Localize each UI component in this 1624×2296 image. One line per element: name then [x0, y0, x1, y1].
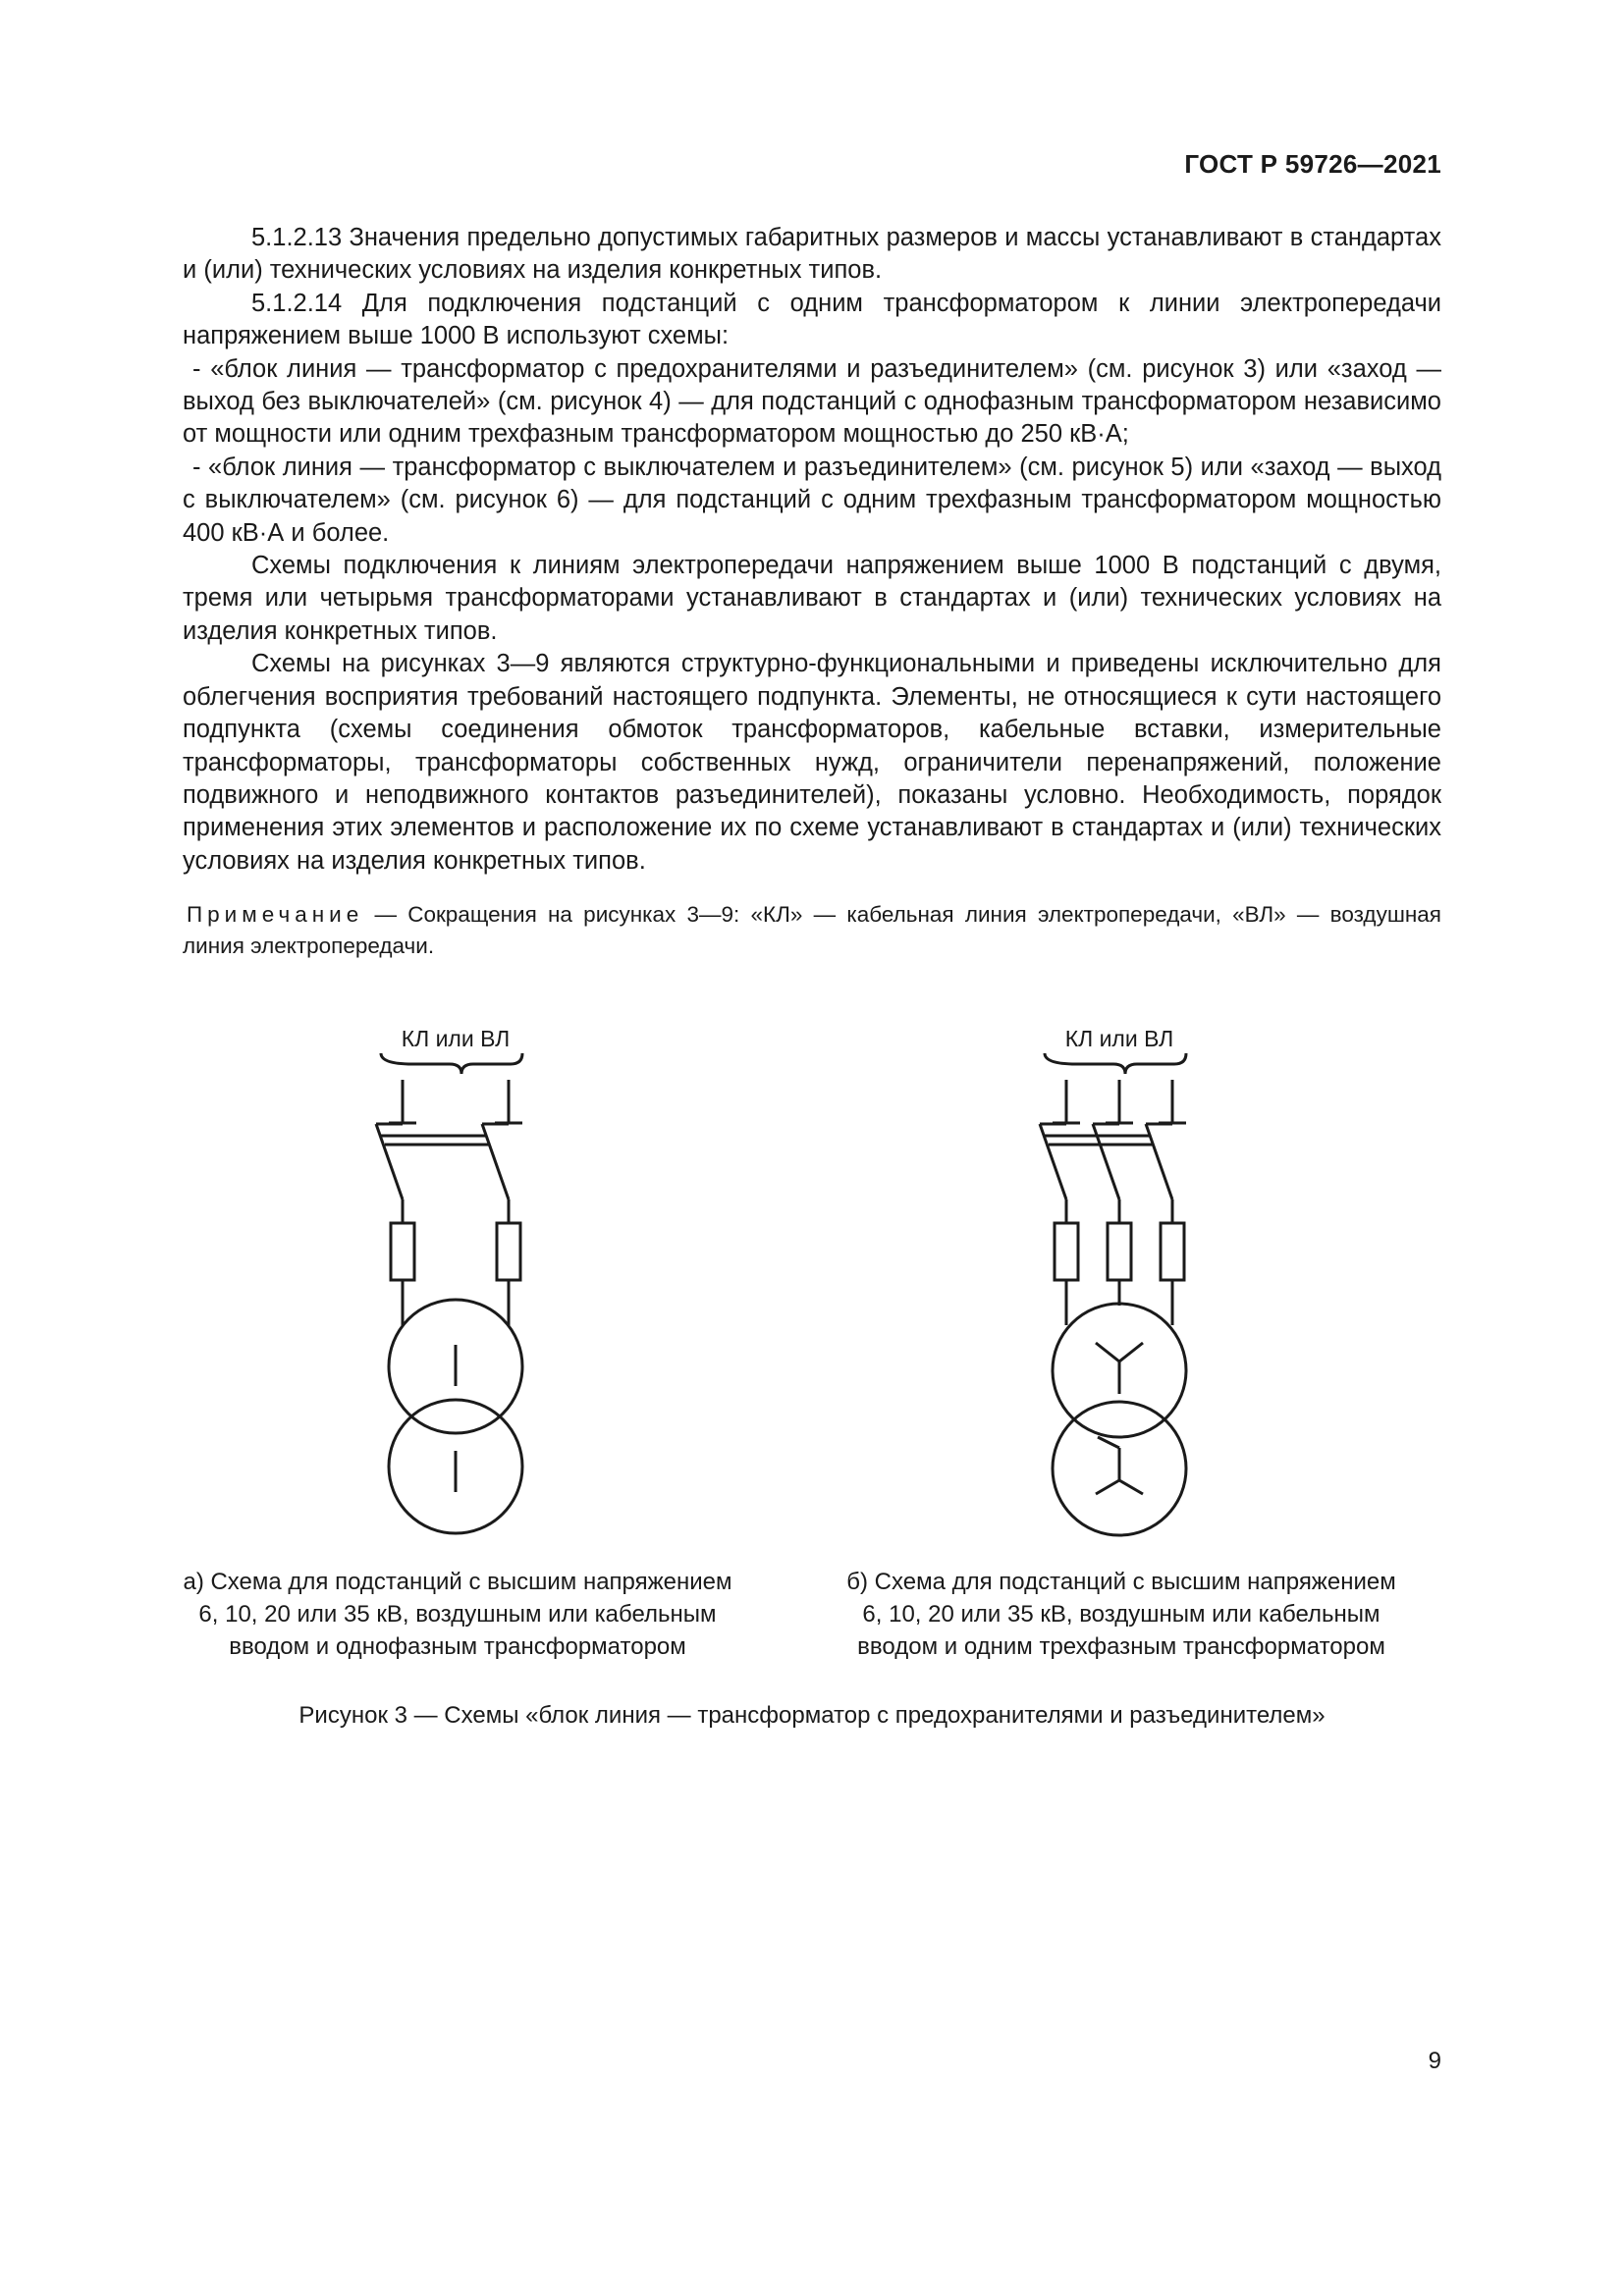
cable-terminal-right — [495, 1080, 522, 1123]
transformer-three-phase — [1053, 1304, 1186, 1535]
transformer-single-phase — [389, 1300, 522, 1533]
brace-right — [1045, 1053, 1186, 1074]
cable-terminal-left — [389, 1080, 416, 1123]
diagram-a — [376, 1053, 522, 1533]
disconnector-3ph — [1040, 1124, 1172, 1200]
document-header: ГОСТ Р 59726—2021 — [1184, 149, 1441, 179]
caption-a — [153, 1566, 762, 1663]
wye-upper — [1096, 1343, 1143, 1394]
figure-diagrams — [0, 1011, 1624, 1561]
list-item: - «блок линия — трансформатор с предохранителями и разъединителем» (см. рисунок 3) или «заход — выход без выключателей» (см. рисунок 4) — для подстанций с однофазным трансформатором независимо от мощности или одним трехфазным трансформатором мощностью до 250 кВ·А; — [183, 354, 1441, 449]
label-kl-vl-b: КЛ или ВЛ — [1064, 1026, 1174, 1051]
caption-b-line: 6, 10, 20 или 35 кВ, воздушным или кабельным — [862, 1601, 1380, 1628]
fuses — [391, 1200, 520, 1325]
paragraph: Схемы на рисунках 3—9 являются структурно-функциональными и приведены исключительно для облегчения восприятия требований настоящего подпункта. Элементы, не относящиеся к сути настоящего подпункта (схемы соединения обмоток трансформаторов, кабельные вставки, измерительные трансформаторы, трансформаторы собственных нужд, ограничители перенапряжений, положение подвижного и неподвижного контактов разъединителей), показаны условно. Необходимость, порядок применения этих элементов и расположение их по схеме устанавливают в стандартах и (или) технических условиях на изделия конкретных типов. — [183, 650, 1441, 875]
caption-b-line: вводом и одним трехфазным трансформатором — [857, 1633, 1385, 1660]
paragraph: 5.1.2.13 Значения предельно допустимых габаритных размеров и массы устанавливают в стандартах и (или) технических условиях на изделия конкретных типов. — [183, 224, 1441, 285]
figure-title: Рисунок 3 — Схемы «блок линия — трансформатор с предохранителями и разъединителем» — [298, 1702, 1326, 1729]
disconnector — [376, 1124, 509, 1200]
caption-a-line: 6, 10, 20 или 35 кВ, воздушным или кабельным — [198, 1601, 717, 1628]
paragraph: 5.1.2.14 Для подключения подстанций с одним трансформатором к линии электропередачи напряжением выше 1000 В используют схемы: — [183, 289, 1441, 350]
page-number: 9 — [1428, 2048, 1441, 2074]
caption-b-line: б) Схема для подстанций с высшим напряжением — [846, 1569, 1396, 1595]
wye-lower — [1096, 1448, 1143, 1494]
brace-left — [381, 1053, 522, 1074]
figure-3 — [0, 1011, 1624, 1561]
paragraph: Схемы подключения к линиям электропередачи напряжением выше 1000 В подстанций с двумя, тремя или четырьмя трансформаторами устанавливают в стандартах и (или) технических условиях на изделия конкретных типов. — [183, 552, 1441, 645]
diagram-b — [1040, 1053, 1186, 1535]
label-kl-vl-a: КЛ или ВЛ — [401, 1026, 511, 1051]
caption-a-line: вводом и однофазным трансформатором — [229, 1633, 686, 1660]
body-text — [183, 222, 1441, 878]
caption-b — [807, 1566, 1435, 1663]
list-item: - «блок линия — трансформатор с выключателем и разъединителем» (см. рисунок 5) или «заход — выход с выключателем» (см. рисунок 6) — для подстанций с одним трехфазным трансформатором мощностью 400 кВ·А и более. — [183, 453, 1441, 547]
cable-terminals — [1053, 1080, 1186, 1123]
caption-a-line: а) Схема для подстанций с высшим напряжением — [183, 1569, 732, 1595]
note-text: — Сокращения на рисунках 3—9: «КЛ» — кабельная линия электропередачи, «ВЛ» — воздушная линия электропередачи. — [183, 902, 1441, 958]
note — [183, 899, 1441, 961]
fuses-3ph — [1055, 1200, 1184, 1325]
note-label: Примечание — [187, 902, 364, 927]
